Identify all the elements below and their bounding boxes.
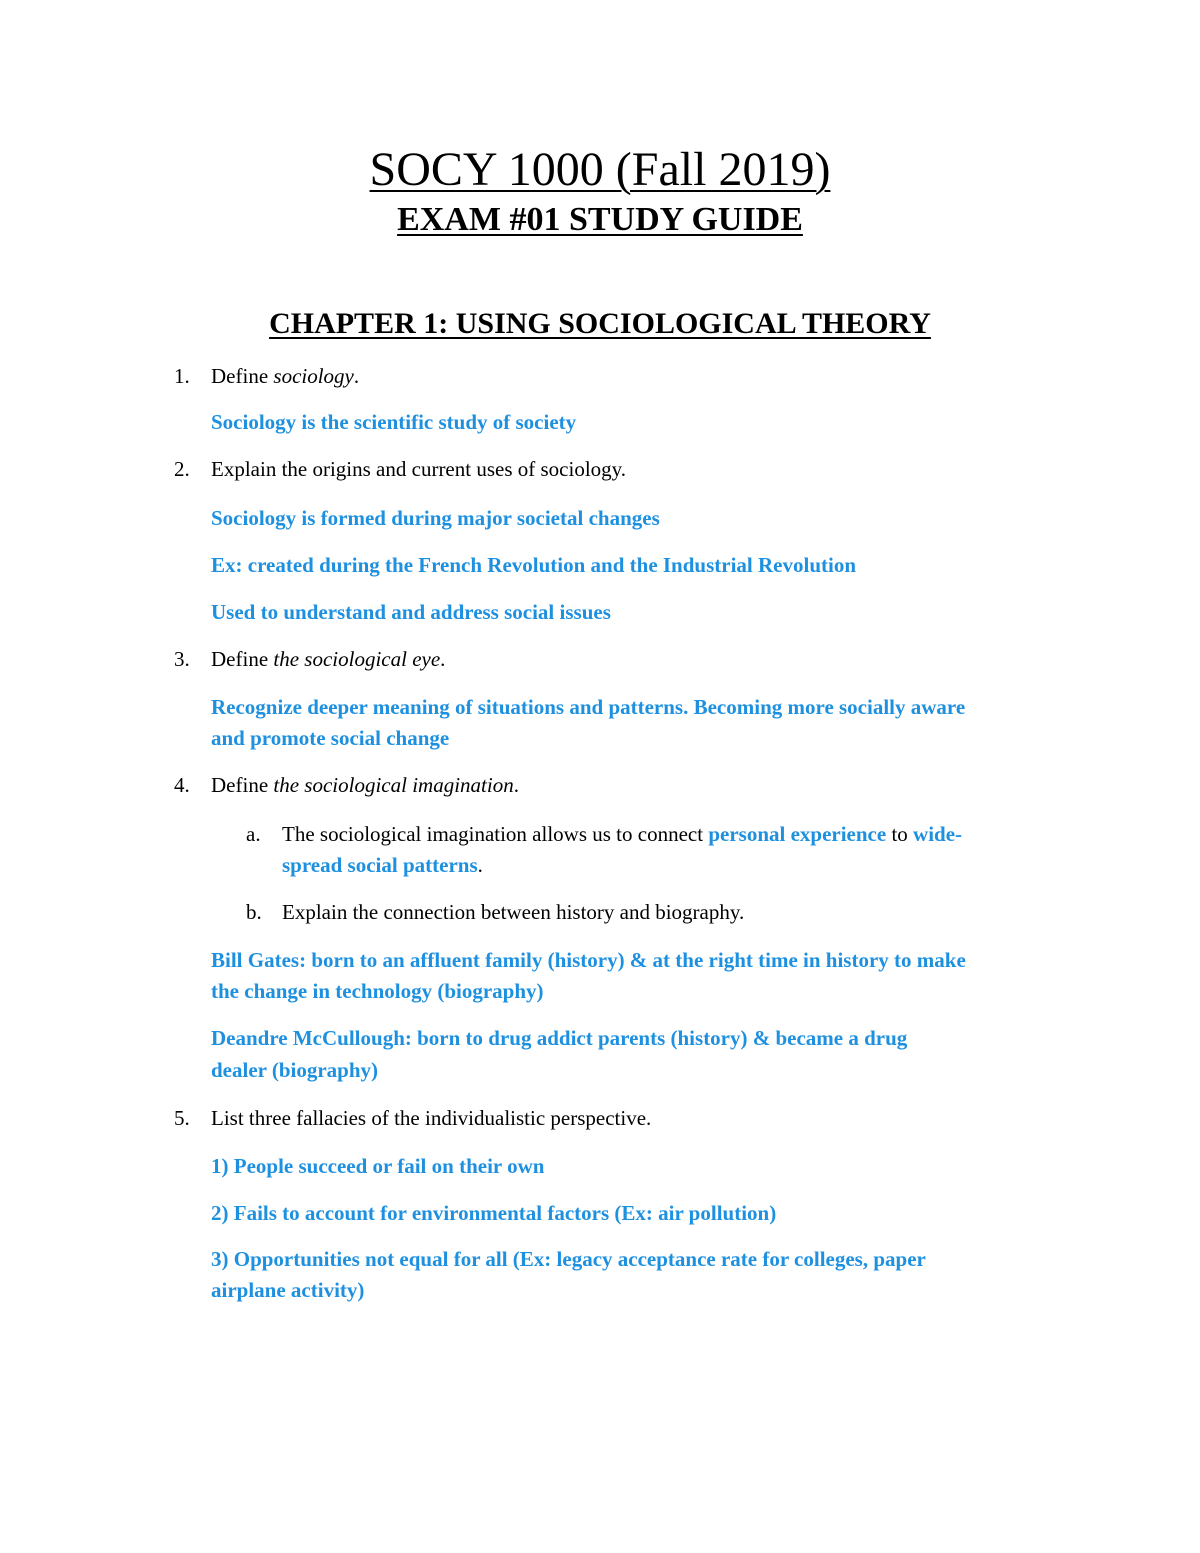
question-5: List three fallacies of the individualistic perspective. [211, 1106, 652, 1130]
question-1 [211, 361, 359, 392]
question-text: Define [211, 364, 274, 388]
answer-line: Recognize deeper meaning of situations and patterns. Becoming more socially aware [211, 695, 966, 719]
answer-line: Used to understand and address social issues [211, 600, 611, 624]
question-text: . [440, 647, 446, 671]
answer-line: the change in technology (biography) [211, 979, 544, 1003]
document-title: SOCY 1000 (Fall 2019) [369, 143, 831, 196]
chapter-heading: CHAPTER 1: USING SOCIOLOGICAL THEORY [269, 307, 931, 340]
question-number: 3. [174, 647, 190, 671]
document-subtitle: EXAM #01 STUDY GUIDE [397, 201, 803, 238]
question-term: the sociological imagination [273, 773, 514, 797]
question-term: sociology [273, 364, 354, 388]
question-text: Define [211, 647, 274, 671]
subquestion-text: to [886, 822, 914, 846]
answer-line: Deandre McCullough: born to drug addict parents (history) & became a drug [211, 1026, 908, 1050]
question-text: . [353, 364, 360, 388]
subquestion-b: Explain the connection between history and biography. [282, 900, 745, 924]
answer-line: Sociology is formed during major societal changes [211, 506, 660, 530]
subquestion-letter: a. [246, 822, 261, 846]
subquestion-a-continued [282, 850, 483, 881]
question-3 [211, 644, 445, 675]
question-text: Define [211, 773, 274, 797]
answer-line: 3) Opportunities not equal for all (Ex: legacy acceptance rate for colleges, paper [211, 1247, 926, 1271]
answer-line: 1) People succeed or fail on their own [211, 1154, 545, 1178]
question-number: 1. [174, 364, 190, 388]
question-2: Explain the origins and current uses of sociology. [211, 457, 627, 481]
answer-line: Sociology is the scientific study of society [211, 410, 577, 434]
subquestion-text: The sociological imagination allows us to connect [282, 822, 709, 846]
question-number: 2. [174, 457, 190, 481]
subquestion-a [282, 819, 962, 850]
answer-line: Bill Gates: born to an affluent family (history) & at the right time in history to make [211, 948, 966, 972]
answer-line: Ex: created during the French Revolution and the Industrial Revolution [211, 553, 857, 577]
highlighted-term: wide- [913, 822, 963, 846]
answer-line: dealer (biography) [211, 1058, 379, 1082]
answer-line: airplane activity) [211, 1278, 365, 1302]
answer-line: 2) Fails to account for environmental factors (Ex: air pollution) [211, 1201, 777, 1225]
question-number: 5. [174, 1106, 190, 1130]
highlighted-term: personal experience [708, 822, 887, 846]
question-term: the sociological eye [273, 647, 441, 671]
highlighted-term: spread social patterns [282, 853, 478, 877]
question-4 [211, 770, 519, 801]
question-text: . [513, 773, 519, 797]
subquestion-text: . [477, 853, 483, 877]
answer-line: and promote social change [211, 726, 450, 750]
question-number: 4. [174, 773, 190, 797]
subquestion-letter: b. [246, 900, 262, 924]
